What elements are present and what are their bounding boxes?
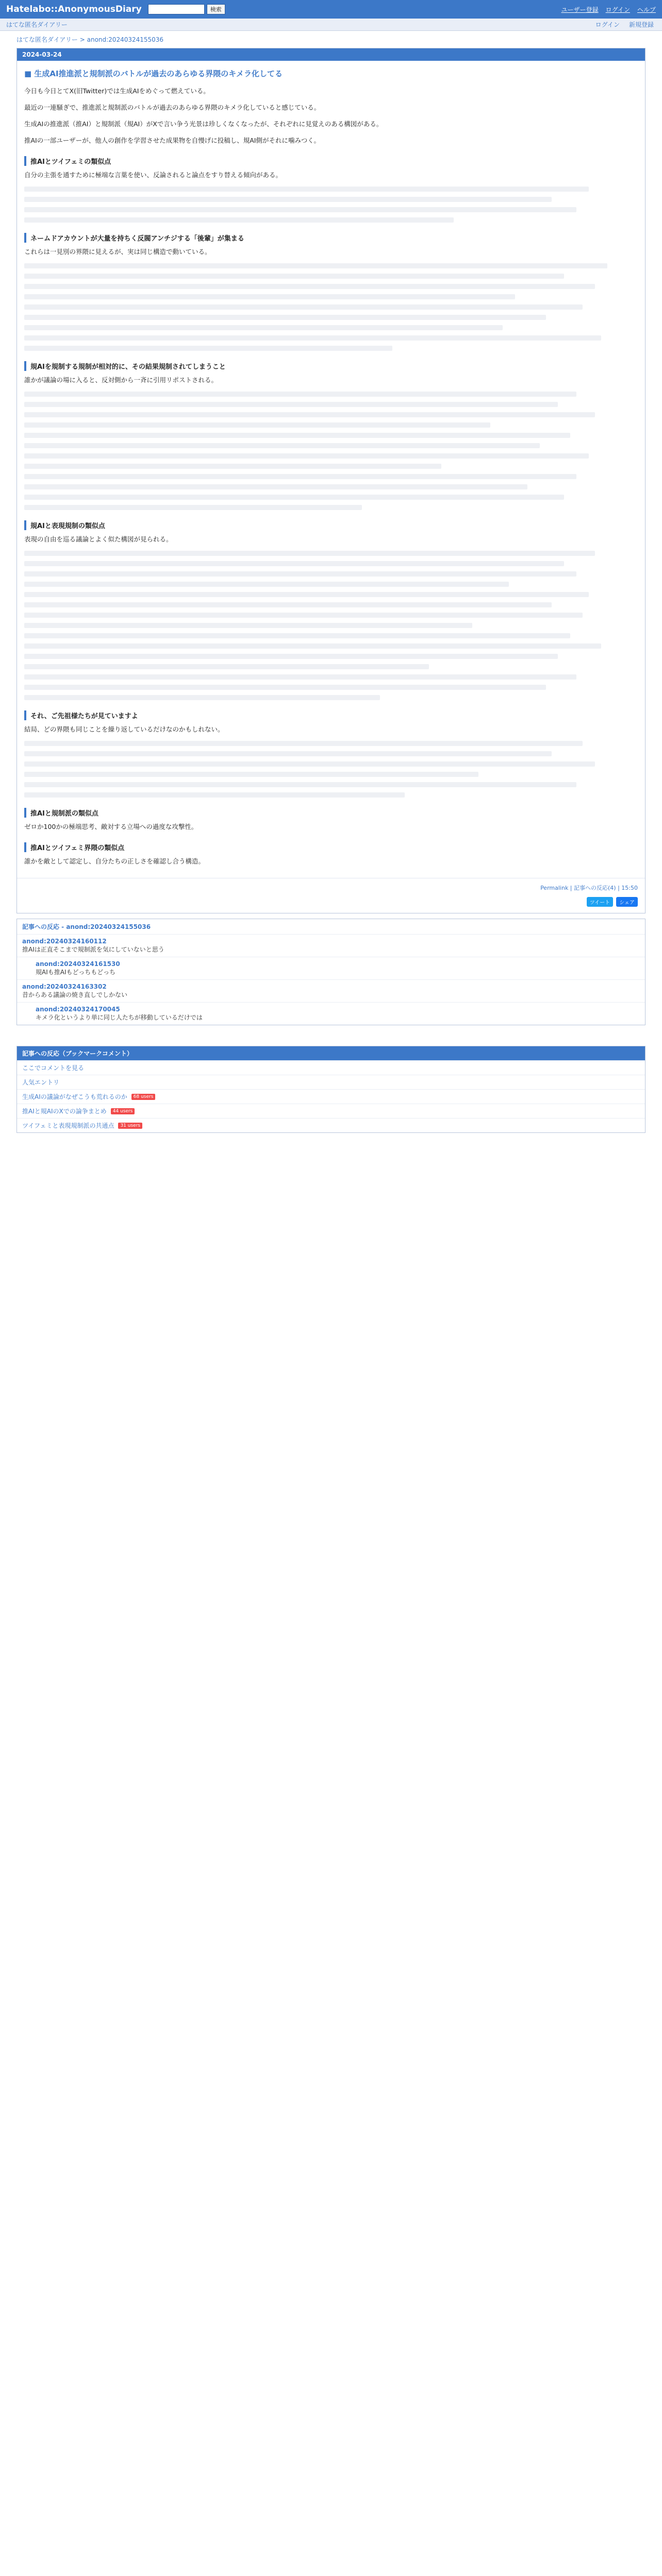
text-placeholder bbox=[24, 772, 478, 777]
reply-link[interactable]: anond:20240324170045 bbox=[36, 1006, 120, 1013]
text-placeholder bbox=[24, 695, 380, 700]
reply-link[interactable]: anond:20240324160112 bbox=[22, 938, 107, 945]
paragraph: 表現の自由を巡る議論とよく似た構図が見られる。 bbox=[24, 535, 173, 543]
section-heading: ネームドアカウントが大量を持ちく反閥アンチジする「後輩」が集まる bbox=[24, 233, 638, 243]
text-placeholder bbox=[24, 674, 576, 680]
text-placeholder bbox=[24, 643, 601, 649]
nested-reply bbox=[36, 1006, 640, 1022]
reply-link[interactable]: anond:20240324163302 bbox=[22, 983, 107, 990]
share-buttons bbox=[17, 897, 645, 913]
bookmark-comments-title: 記事への反応（ブックマークコメント） bbox=[17, 1046, 645, 1060]
reply-text: 規AIも推AIもどっちもどっち bbox=[36, 969, 116, 976]
text-placeholder bbox=[24, 602, 552, 607]
section-heading: 規AIを規制する規制が相対的に、その結果規制されてしまうこと bbox=[24, 361, 638, 371]
text-placeholder bbox=[24, 484, 527, 489]
paragraph: 誰かが議論の場に入ると、反対側から一斉に引用リポストされる。 bbox=[24, 376, 218, 384]
reply-item bbox=[17, 979, 645, 1002]
bookmark-row[interactable] bbox=[17, 1118, 645, 1132]
text-placeholder bbox=[24, 464, 441, 469]
text-placeholder bbox=[24, 217, 454, 223]
text-placeholder bbox=[24, 335, 601, 341]
text-placeholder bbox=[24, 315, 546, 320]
text-placeholder bbox=[24, 623, 472, 628]
bookmark-comments bbox=[16, 1046, 646, 1133]
text-placeholder bbox=[24, 346, 392, 351]
bookmark-row[interactable] bbox=[17, 1075, 645, 1089]
day-date: 2024-03-24 bbox=[17, 48, 645, 61]
text-placeholder bbox=[24, 197, 552, 202]
text-placeholder bbox=[24, 741, 583, 746]
paragraph: 生成AIの推進派（推AI）と規制派（規AI）がXで言い争う光景は珍しくなくなったが、それぞれに見覚えのある構図がある。 bbox=[24, 120, 383, 128]
text-placeholder bbox=[24, 664, 429, 669]
text-placeholder bbox=[24, 443, 540, 448]
bookmark-row[interactable] bbox=[17, 1089, 645, 1104]
reply-text: キメラ化というより単に同じ人たちが移動しているだけでは bbox=[36, 1014, 203, 1021]
bookmark-row-text[interactable]: ツイフェミと表現規制派の共通点 bbox=[22, 1122, 114, 1129]
section-heading: それ、ご先祖様たちが見ていますよ bbox=[24, 710, 638, 720]
text-placeholder bbox=[24, 304, 583, 310]
text-placeholder bbox=[24, 187, 589, 192]
anond-home-link[interactable]: はてな匿名ダイアリー bbox=[6, 21, 68, 28]
main-content bbox=[0, 48, 662, 1133]
register-link[interactable]: ユーザー登録 bbox=[561, 6, 599, 13]
text-placeholder bbox=[24, 505, 362, 510]
facebook-share-button[interactable]: シェア bbox=[616, 897, 638, 907]
text-placeholder bbox=[24, 571, 576, 577]
text-placeholder bbox=[24, 613, 583, 618]
text-placeholder bbox=[24, 474, 576, 479]
nested-reply bbox=[36, 960, 640, 976]
text-placeholder bbox=[24, 633, 570, 638]
reply-item bbox=[17, 934, 645, 957]
text-placeholder bbox=[24, 685, 546, 690]
site-logo[interactable]: Hatelabo::AnonymousDiary bbox=[6, 4, 142, 14]
section-heading: 推AIとツイフェミ界隈の類似点 bbox=[24, 842, 638, 852]
text-placeholder bbox=[24, 325, 503, 330]
sub-bar bbox=[0, 19, 662, 31]
paragraph: ゼロか100かの極端思考、敵対する立場への過度な攻撃性。 bbox=[24, 823, 198, 831]
bookmark-row-text[interactable]: 生成AIの議論がなぜこうも荒れるのか bbox=[22, 1093, 127, 1100]
users-badge: 31 users bbox=[118, 1123, 142, 1129]
text-placeholder bbox=[24, 782, 576, 787]
text-placeholder bbox=[24, 294, 515, 299]
text-placeholder bbox=[24, 284, 595, 289]
subbar-right bbox=[595, 20, 656, 29]
users-badge: 68 users bbox=[131, 1094, 156, 1100]
paragraph: 結局、どの界隈も同じことを繰り返しているだけなのかもしれない。 bbox=[24, 725, 224, 733]
replies-title: 記事への反応 - anond:20240324155036 bbox=[22, 923, 151, 930]
text-placeholder bbox=[24, 582, 509, 587]
header-links bbox=[561, 5, 656, 14]
text-placeholder bbox=[24, 207, 576, 212]
text-placeholder bbox=[24, 761, 595, 767]
search-button[interactable]: 検索 bbox=[207, 4, 225, 14]
text-placeholder bbox=[24, 592, 589, 597]
section-heading: 規AIと表現規制の類似点 bbox=[24, 520, 638, 530]
reply-text: 昔からある議論の焼き直しでしかない bbox=[22, 991, 128, 998]
paragraph: 自分の主張を通すために極端な言葉を使い、反論されると論点をすり替える傾向がある。 bbox=[24, 171, 283, 179]
diary-day bbox=[16, 48, 646, 913]
section-heading: 推AIと規制派の類似点 bbox=[24, 808, 638, 818]
text-placeholder bbox=[24, 453, 589, 459]
subbar-login-link[interactable]: ログイン bbox=[595, 21, 620, 28]
text-placeholder bbox=[24, 392, 576, 397]
paragraph: 推AIの一部ユーザーが、他人の創作を学習させた成果物を自慢げに投稿し、規AI側がそれに噛みつく。 bbox=[24, 137, 320, 144]
users-badge: 44 users bbox=[111, 1108, 135, 1114]
paragraph: 最近の一連騒ぎで、推進派と規制派のバトルが過去のあらゆる界隈のキメラ化していると感じている。 bbox=[24, 104, 321, 111]
bookmark-row-text[interactable]: 人気エントリ bbox=[22, 1079, 60, 1086]
entry-title[interactable]: ■ 生成AI推進派と規制派のバトルが過去のあらゆる界隈のキメラ化してる bbox=[24, 69, 283, 78]
subbar-register-link[interactable]: 新規登録 bbox=[628, 21, 654, 28]
reply-item bbox=[17, 1002, 645, 1025]
text-placeholder bbox=[24, 561, 564, 566]
entry-meta[interactable]: Permalink | 記事への反応(4) | 15:50 bbox=[17, 878, 645, 897]
text-placeholder bbox=[24, 551, 595, 556]
text-placeholder bbox=[24, 433, 570, 438]
bookmark-row[interactable] bbox=[17, 1104, 645, 1118]
paragraph: 今日も今日とてX(旧Twitter)では生成AIをめぐって燃えている。 bbox=[24, 87, 210, 95]
text-placeholder bbox=[24, 402, 558, 407]
breadcrumb[interactable]: はてな匿名ダイアリー > anond:20240324155036 bbox=[16, 36, 164, 43]
bookmark-row-text[interactable]: 推AIと規AIのXでの論争まとめ bbox=[22, 1108, 107, 1115]
reply-item bbox=[17, 957, 645, 979]
text-placeholder bbox=[24, 422, 490, 428]
text-placeholder bbox=[24, 751, 552, 756]
paragraph: 誰かを敵として認定し、自分たちの正しさを確認し合う構造。 bbox=[24, 857, 205, 865]
login-link[interactable]: ログイン bbox=[605, 6, 630, 13]
help-link[interactable]: ヘルプ bbox=[637, 6, 656, 13]
search-input[interactable] bbox=[148, 4, 205, 14]
text-placeholder bbox=[24, 495, 564, 500]
section-heading: 推AIとツイフェミの類似点 bbox=[24, 156, 638, 166]
text-placeholder bbox=[24, 274, 564, 279]
replies-list bbox=[16, 919, 646, 1025]
text-placeholder bbox=[24, 792, 405, 798]
day-body bbox=[17, 61, 645, 878]
paragraph: これらは一見別の界隈に見えるが、実は同じ構造で動いている。 bbox=[24, 248, 211, 256]
text-placeholder bbox=[24, 263, 607, 268]
tweet-button[interactable]: ツイート bbox=[587, 897, 614, 907]
reply-text: 推AIは正直そこまで規制派を気にしていないと思う bbox=[22, 946, 164, 953]
bookmark-row-text[interactable]: ここでコメントを見る bbox=[22, 1064, 85, 1072]
top-bar bbox=[0, 0, 662, 19]
reply-link[interactable]: anond:20240324161530 bbox=[36, 960, 120, 968]
bookmark-row[interactable] bbox=[17, 1060, 645, 1075]
text-placeholder bbox=[24, 412, 595, 417]
text-placeholder bbox=[24, 654, 558, 659]
